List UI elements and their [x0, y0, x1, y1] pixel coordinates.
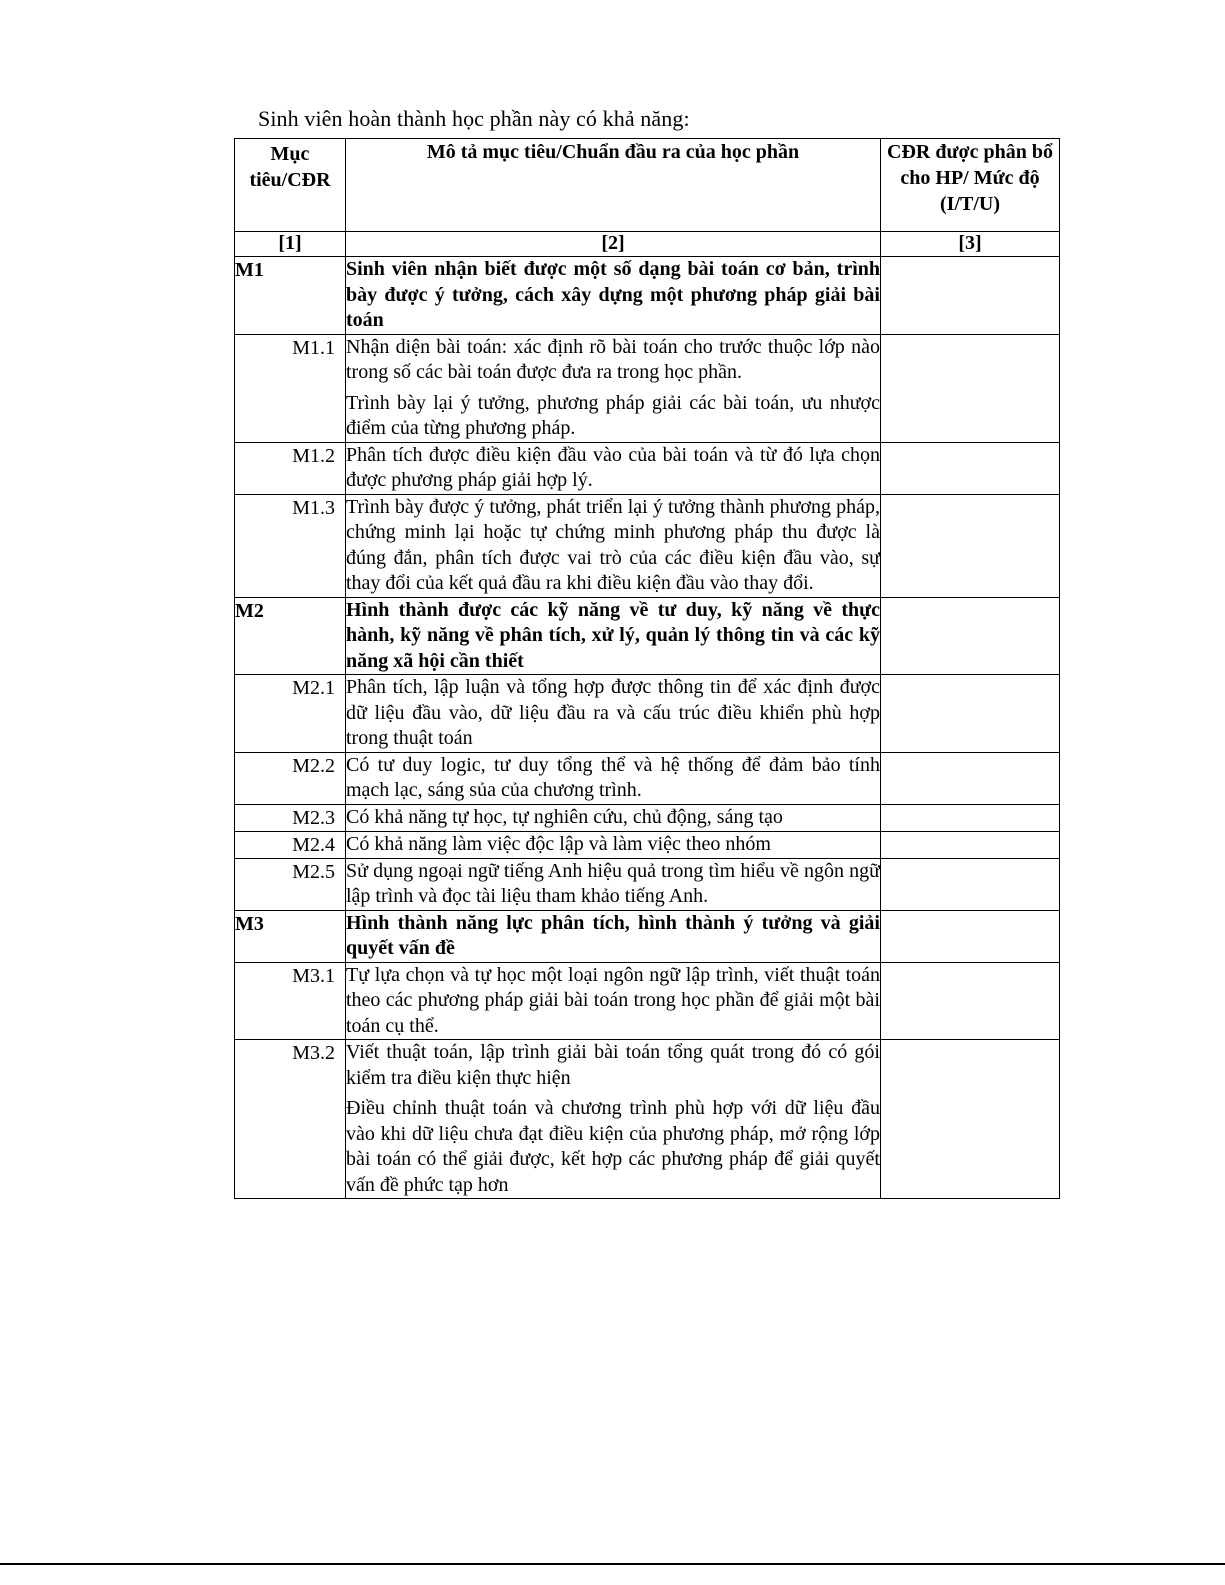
table-row — [235, 858, 1060, 910]
allocation-cell — [881, 804, 1060, 831]
objective-description — [346, 257, 881, 335]
objective-description — [346, 858, 881, 910]
description-paragraph: Có khả năng tự học, tự nghiên cứu, chủ động, sáng tạo — [346, 805, 783, 828]
table-row — [235, 1040, 1060, 1199]
table-row — [235, 910, 1060, 962]
allocation-cell — [881, 1040, 1060, 1199]
allocation-cell — [881, 257, 1060, 335]
objective-description — [346, 831, 881, 858]
allocation-cell — [881, 597, 1060, 675]
allocation-cell — [881, 858, 1060, 910]
header-description: Mô tả mục tiêu/Chuẩn đầu ra của học phần — [346, 139, 881, 232]
description-paragraph: Phân tích được điều kiện đầu vào của bài toán và từ đó lựa chọn được phương pháp giải hợp lý. — [346, 443, 880, 491]
table-column-number-row — [235, 232, 1060, 257]
objective-description — [346, 804, 881, 831]
description-paragraph: Nhận diện bài toán: xác định rõ bài toán cho trước thuộc lớp nào trong số các bài toán được đưa ra trong học phần. — [346, 335, 880, 383]
column-number-1: [1] — [235, 232, 346, 257]
allocation-cell — [881, 675, 1060, 753]
objective-description — [346, 752, 881, 804]
description-paragraph: Có tư duy logic, tư duy tổng thể và hệ thống để đảm bảo tính mạch lạc, sáng sủa của chương trình. — [346, 753, 880, 801]
table-row — [235, 257, 1060, 335]
objective-description — [346, 597, 881, 675]
objective-code: M2 — [235, 597, 346, 675]
table-row — [235, 442, 1060, 494]
description-paragraph: Tự lựa chọn và tự học một loại ngôn ngữ lập trình, viết thuật toán theo các phương pháp giải bài toán trong học phần để giải một bài toán cụ thể. — [346, 963, 880, 1037]
header-objective-code: Mục tiêu/CĐR — [235, 139, 346, 232]
allocation-cell — [881, 910, 1060, 962]
allocation-cell — [881, 962, 1060, 1040]
description-paragraph: Có khả năng làm việc độc lập và làm việc theo nhóm — [346, 832, 771, 855]
description-paragraph: Viết thuật toán, lập trình giải bài toán tổng quát trong đó có gói kiểm tra điều kiện thực hiện — [346, 1041, 880, 1089]
column-number-2: [2] — [346, 232, 881, 257]
description-paragraph: Sử dụng ngoại ngữ tiếng Anh hiệu quả trong tìm hiểu về ngôn ngữ lập trình và đọc tài liệu tham khảo tiếng Anh. — [346, 859, 880, 907]
header-allocation: CĐR được phân bổ cho HP/ Mức độ (I/T/U) — [881, 139, 1060, 232]
table-header-row — [235, 139, 1060, 232]
objective-description — [346, 962, 881, 1040]
allocation-cell — [881, 831, 1060, 858]
objective-code: M1.2 — [235, 442, 346, 494]
objective-code: M2.1 — [235, 675, 346, 753]
description-paragraph: Sinh viên nhận biết được một số dạng bài toán cơ bản, trình bày được ý tưởng, cách xây dựng một phương pháp giải bài toán — [346, 258, 880, 331]
table-row — [235, 334, 1060, 442]
allocation-cell — [881, 442, 1060, 494]
objective-code: M3.1 — [235, 962, 346, 1040]
objective-code: M2.5 — [235, 858, 346, 910]
objective-code: M2.2 — [235, 752, 346, 804]
allocation-cell — [881, 334, 1060, 442]
intro-text: Sinh viên hoàn thành học phần này có khả năng: — [258, 106, 690, 131]
allocation-cell — [881, 494, 1060, 597]
table-body — [235, 257, 1060, 1199]
page-bottom-rule — [0, 1563, 1225, 1565]
table-row — [235, 962, 1060, 1040]
description-paragraph: Hình thành được các kỹ năng về tư duy, kỹ năng về thực hành, kỹ năng về phân tích, xử lý, quản lý thông tin và các kỹ năng xã hội cần thiết — [346, 598, 880, 672]
description-paragraph: Phân tích, lập luận và tổng hợp được thông tin để xác định được dữ liệu đầu vào, dữ liệu đầu ra và cấu trúc điều khiển phù hợp trong thuật toán — [346, 676, 880, 749]
objective-description — [346, 910, 881, 962]
objective-code: M3.2 — [235, 1040, 346, 1199]
learning-outcomes-table — [234, 138, 1060, 1199]
objective-code: M2.4 — [235, 831, 346, 858]
objective-code: M2.3 — [235, 804, 346, 831]
table-row — [235, 597, 1060, 675]
objective-code: M1.1 — [235, 334, 346, 442]
objective-description — [346, 334, 881, 442]
table-row — [235, 831, 1060, 858]
objective-description — [346, 494, 881, 597]
description-paragraph: Điều chỉnh thuật toán và chương trình phù hợp với dữ liệu đầu vào khi dữ liệu chưa đạt điều kiện của phương pháp, mở rộng lớp bài toán có thể giải được, kết hợp các phương pháp để giải quyết vấn đề phức tạp hơn — [346, 1097, 880, 1196]
objective-code: M3 — [235, 910, 346, 962]
table-row — [235, 752, 1060, 804]
column-number-3: [3] — [881, 232, 1060, 257]
allocation-cell — [881, 752, 1060, 804]
description-paragraph: Trình bày lại ý tưởng, phương pháp giải các bài toán, ưu nhược điểm của từng phương pháp. — [346, 391, 880, 439]
table-row — [235, 804, 1060, 831]
objective-description — [346, 442, 881, 494]
description-paragraph: Hình thành năng lực phân tích, hình thành ý tưởng và giải quyết vấn đề — [346, 911, 880, 959]
objective-code: M1.3 — [235, 494, 346, 597]
objective-description — [346, 675, 881, 753]
objective-description — [346, 1040, 881, 1199]
table-row — [235, 494, 1060, 597]
description-paragraph: Trình bày được ý tưởng, phát triển lại ý tưởng thành phương pháp, chứng minh lại hoặc tự chứng minh phương pháp thu được là đúng đắn, phân tích được vai trò của các điều kiện đầu vào, sự thay đổi của kết quả đầu ra khi điều kiện đầu vào thay đổi. — [346, 495, 880, 594]
table-row — [235, 675, 1060, 753]
objective-code: M1 — [235, 257, 346, 335]
